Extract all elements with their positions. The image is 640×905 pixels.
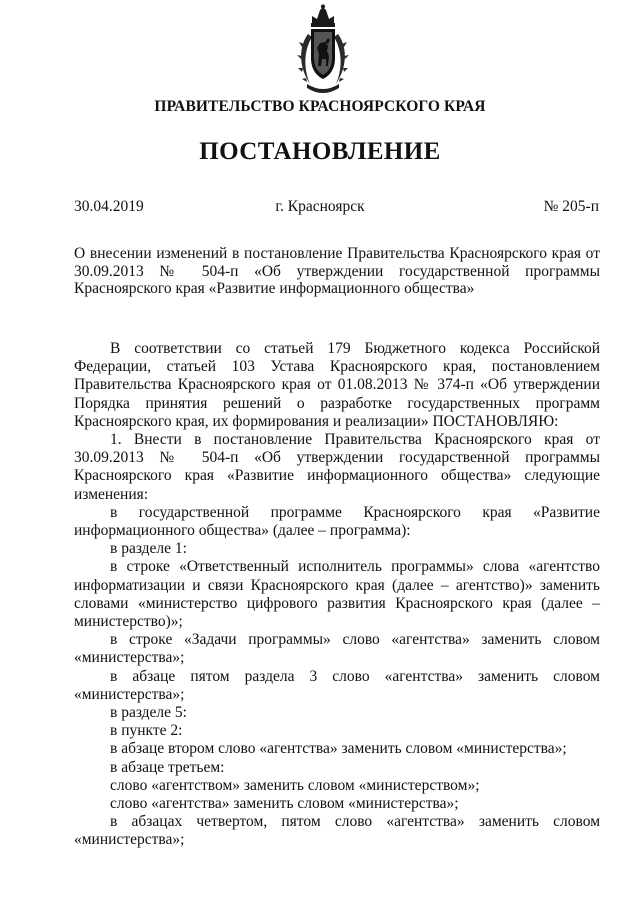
document-type-title: ПОСТАНОВЛЕНИЕ [199,138,441,165]
body-paragraph: слово «агентством» заменить словом «министерством»; [110,776,480,794]
document-subject: О внесении изменений в постановление Правительства Красноярского края от 30.09.2013 № 504-п «Об утверждении государственной программы Красноярского края «Развитие информационного общества» [74,245,600,298]
document-city: г. Красноярск [275,198,365,215]
body-paragraph: в государственной программе Красноярского края «Развитие информационного общества» (далее – программа): [74,503,600,540]
coat-of-arms-emblem [294,4,352,94]
document-body [74,340,600,850]
body-paragraph: 1. Внести в постановление Правительства Красноярского края от 30.09.2013 № 504-п «Об утверждении государственной программы Красноярского края «Развитие информационного общества» следующие изменения: [74,431,600,503]
body-paragraph: в строке «Задачи программы» слово «агентства» заменить словом «министерства»; [74,631,600,667]
body-paragraph: В соответствии со статьей 179 Бюджетного кодекса Российской Федерации, статьей 103 Устава Красноярского края, постановлением Правительства Красноярского края от 01.08.2013 № 374-п «Об утверждении Порядка принятия решений о разработке государственных программ Красноярского края, их формирования и реализации» ПОСТАНОВЛЯЮ: [74,340,600,430]
body-paragraph: в пункте 2: [110,722,183,740]
body-paragraph: в абзаце третьем: [110,758,225,776]
body-paragraph: в строке «Ответственный исполнитель программы» слова «агентство информатизации и связи Красноярского края (далее – агентство)» заменить словами «министерство цифрового развития Красноярского края (далее – министерство)»; [74,558,600,631]
body-paragraph: слово «агентства» заменить словом «министерства»; [110,795,459,813]
document-date: 30.04.2019 [74,198,144,215]
organization-name: ПРАВИТЕЛЬСТВО КРАСНОЯРСКОГО КРАЯ [154,98,486,115]
body-paragraph: в абзаце втором слово «агентства» заменить словом «министерства»; [110,740,567,758]
document-number: № 205-п [543,198,599,215]
body-paragraph: в абзацах четвертом, пятом слово «агентства» заменить словом «министерства»; [74,813,600,849]
body-paragraph: в разделе 1: [110,540,187,558]
body-paragraph: в разделе 5: [110,704,187,722]
body-paragraph: в абзаце пятом раздела 3 слово «агентства» заменить словом «министерства»; [74,667,600,703]
